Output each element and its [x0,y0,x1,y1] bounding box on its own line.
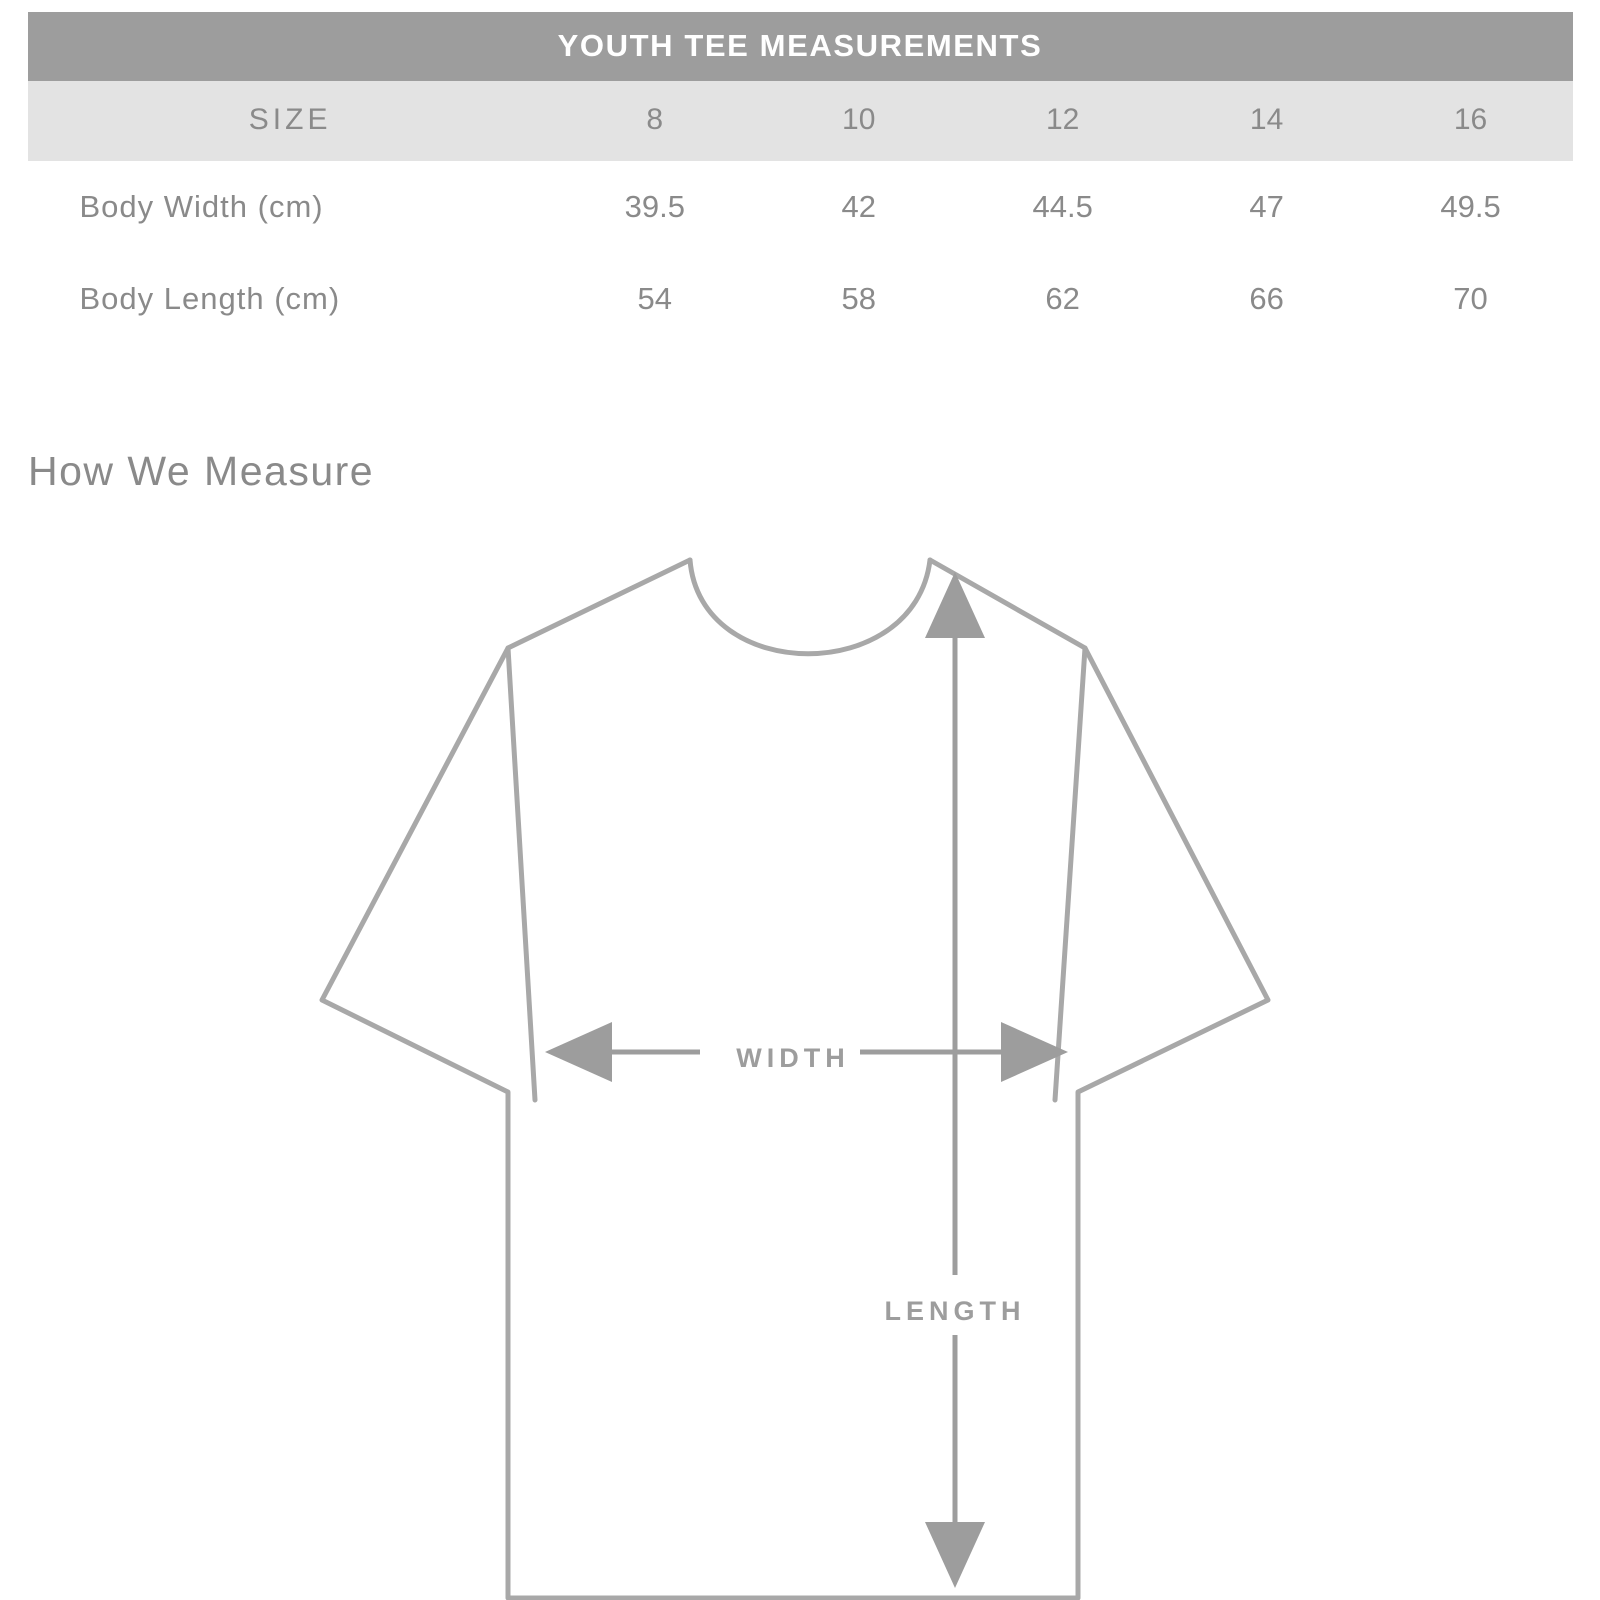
header-size-label: SIZE [28,81,553,161]
body-width-16: 49.5 [1369,161,1573,253]
table-title: YOUTH TEE MEASUREMENTS [28,12,1573,81]
header-size-12: 12 [961,81,1165,161]
table-row [28,161,1573,253]
tee-diagram [0,530,1600,1600]
body-length-8: 54 [553,253,757,345]
table-row [28,253,1573,345]
width-label: WIDTH [736,1043,850,1073]
measurements-table [28,12,1573,345]
body-length-16: 70 [1369,253,1573,345]
row-label-body-length: Body Length (cm) [28,253,553,345]
header-size-16: 16 [1369,81,1573,161]
header-size-8: 8 [553,81,757,161]
header-size-10: 10 [757,81,961,161]
body-length-14: 66 [1165,253,1369,345]
body-length-12: 62 [961,253,1165,345]
body-length-10: 58 [757,253,961,345]
length-label: LENGTH [884,1296,1026,1326]
body-width-8: 39.5 [553,161,757,253]
length-arrow-icon [860,572,1055,1588]
tshirt-outline-icon [322,560,1268,1598]
body-width-12: 44.5 [961,161,1165,253]
row-label-body-width: Body Width (cm) [28,161,553,253]
table-header-row [28,81,1573,161]
body-width-14: 47 [1165,161,1369,253]
how-we-measure-heading: How We Measure [28,448,375,494]
body-width-10: 42 [757,161,961,253]
table-title-row [28,12,1573,81]
header-size-14: 14 [1165,81,1369,161]
